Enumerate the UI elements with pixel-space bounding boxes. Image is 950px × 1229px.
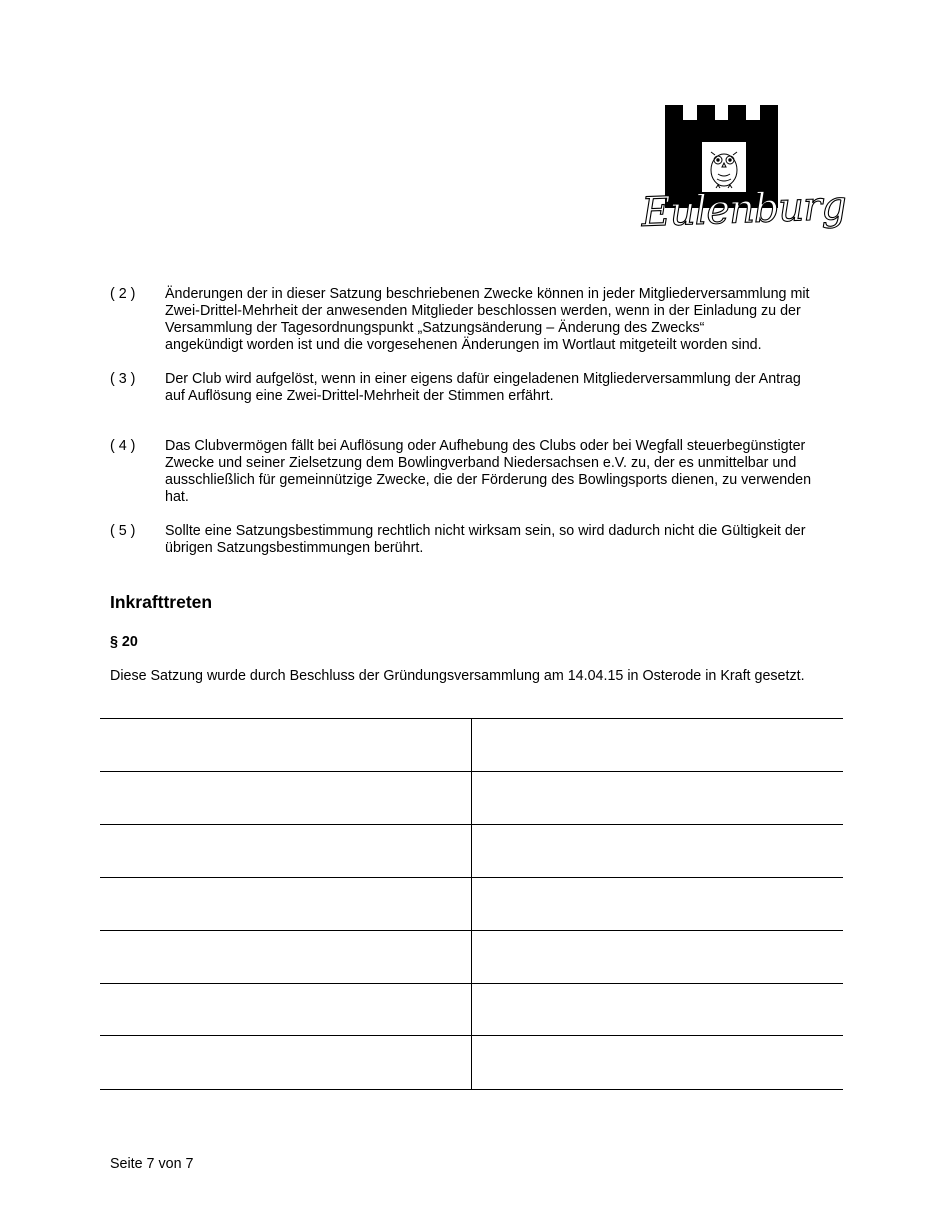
text-line: übrigen Satzungsbestimmungen berührt. [165, 540, 424, 556]
paragraph-text [165, 286, 845, 354]
paragraph-2 [110, 286, 845, 354]
text-line: Versammlung der Tagesordnungspunkt „Satzungsänderung – Änderung des Zwecks“ [165, 320, 705, 336]
paragraph-number: ( 2 ) [110, 286, 136, 302]
signature-row [100, 1035, 843, 1090]
signature-field [100, 931, 472, 984]
section-heading: Inkrafttreten [110, 592, 213, 612]
text-line: hat. [165, 489, 189, 505]
text-line: ausschließlich für gemeinnützige Zwecke, die der Förderung des Bowlingsports dienen, zu verwenden [165, 472, 812, 488]
signature-row [100, 824, 843, 878]
text-line: Das Clubvermögen fällt bei Auflösung oder Aufhebung des Clubs oder bei Wegfall steuerbegünstigter [165, 438, 806, 454]
signature-row [100, 983, 843, 1037]
signature-field [472, 719, 843, 772]
text-line: Zwei-Drittel-Mehrheit der anwesenden Mitglieder beschlossen werden, wenn in der Einladung zu der [165, 303, 801, 319]
text-line: Änderungen der in dieser Satzung beschriebenen Zwecke können in jeder Mitgliederversammlung mit [165, 286, 810, 302]
signature-field [100, 984, 472, 1037]
text-line: Sollte eine Satzungsbestimmung rechtlich nicht wirksam sein, so wird dadurch nicht die Gültigkeit der [165, 523, 806, 539]
page-footer: Seite 7 von 7 [110, 1156, 194, 1172]
text-line: auf Auflösung eine Zwei-Drittel-Mehrheit der Stimmen erfährt. [165, 388, 554, 404]
paragraph-text [165, 523, 845, 557]
svg-text:Eulenburg: Eulenburg [640, 182, 847, 236]
paragraph-number: ( 4 ) [110, 438, 136, 454]
paragraph-5 [110, 523, 845, 557]
signature-row [100, 718, 843, 772]
section-number: § 20 [110, 634, 138, 650]
paragraph-number: ( 5 ) [110, 523, 136, 539]
signature-field [100, 878, 472, 931]
signature-field [100, 772, 472, 825]
enactment-statement: Diese Satzung wurde durch Beschluss der Gründungsversammlung am 14.04.15 in Osterode in Kraft gesetzt. [110, 668, 805, 684]
paragraph-4 [110, 438, 845, 506]
signature-field [472, 878, 843, 931]
signature-field [472, 931, 843, 984]
signature-field [100, 825, 472, 878]
paragraph-number: ( 3 ) [110, 371, 136, 387]
signature-field [472, 825, 843, 878]
signature-table [100, 718, 843, 1089]
eulenburg-logo [640, 100, 847, 236]
signature-row [100, 771, 843, 825]
text-line: Zwecke und seiner Zielsetzung dem Bowlingverband Niedersachsen e.V. zu, der es unmittelbar und [165, 455, 797, 471]
paragraph-3 [110, 371, 845, 405]
signature-field [100, 719, 472, 772]
text-line: Der Club wird aufgelöst, wenn in einer eigens dafür eingeladenen Mitgliederversammlung der Antrag [165, 371, 801, 387]
signature-row [100, 930, 843, 984]
text-line: angekündigt worden ist und die vorgesehenen Änderungen im Wortlaut mitgeteilt worden sind. [165, 337, 762, 353]
signature-field [472, 772, 843, 825]
signature-field [100, 1036, 472, 1089]
paragraph-text [165, 438, 845, 506]
paragraph-text [165, 371, 845, 405]
signature-row [100, 877, 843, 931]
signature-field [472, 984, 843, 1037]
signature-field [472, 1036, 843, 1089]
